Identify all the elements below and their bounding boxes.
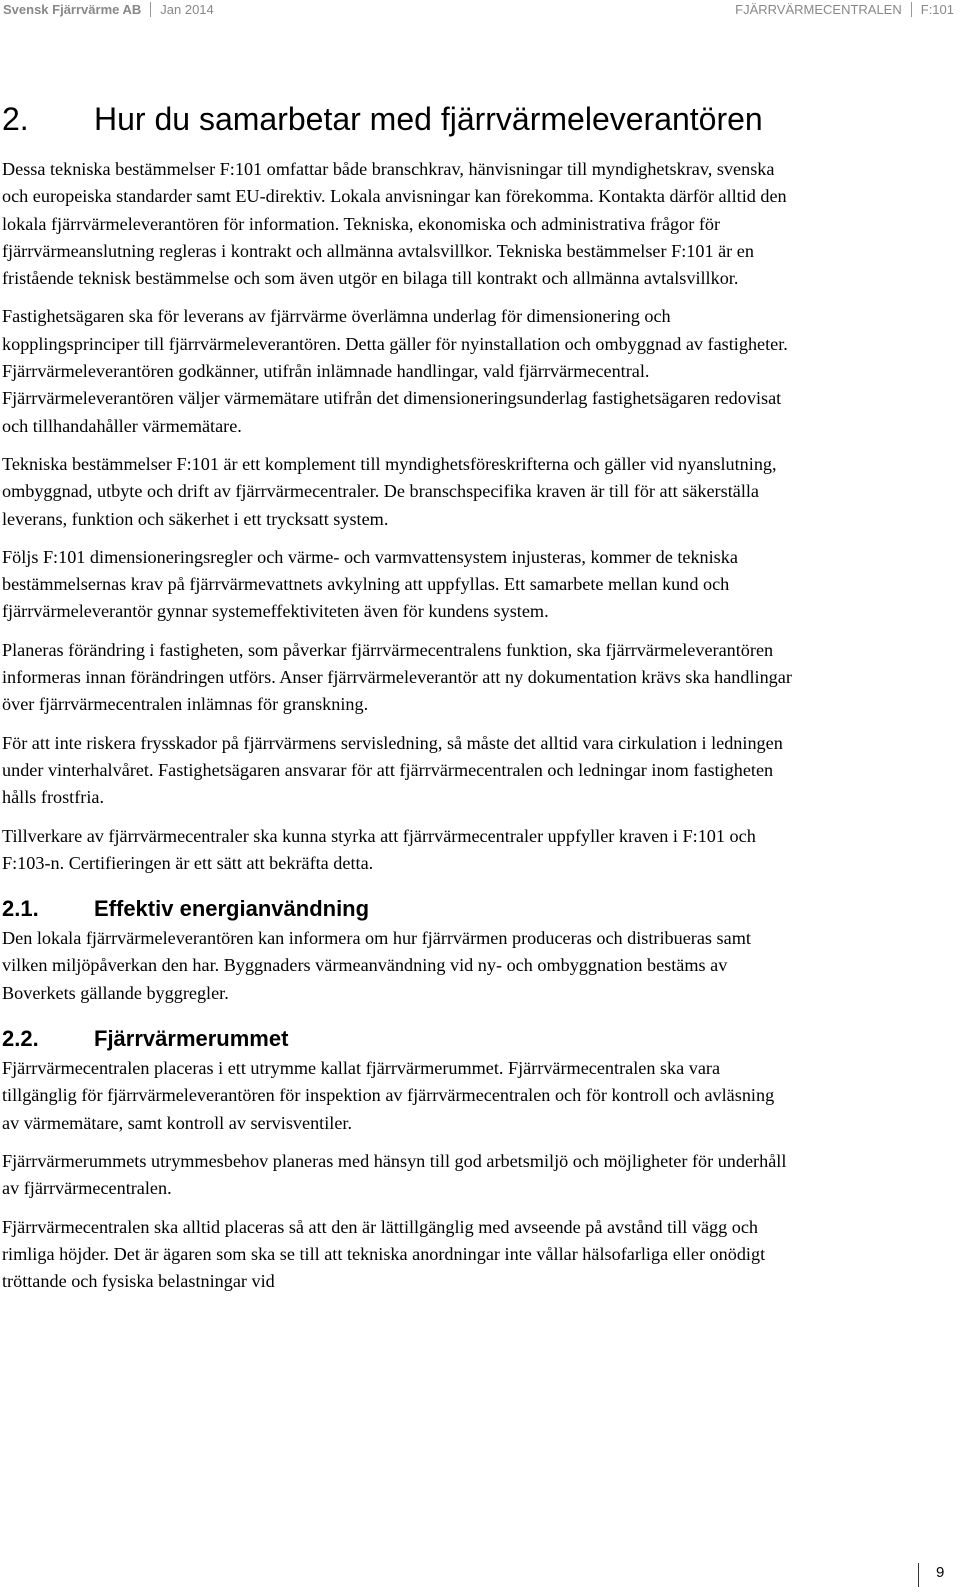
- paragraph: Dessa tekniska bestämmelser F:101 omfattar både branschkrav, hänvisningar till myndighetskrav, svenska och europeiska standarder samt EU-direktiv. Lokala anvisningar kan förekomma. Kontakta därför alltid den lokala fjärrvärmeleverantören för information. Tekniska, ekonomiska och administrativa frågor för fjärrvärmeanslutning regleras i kontrakt och allmänna avtalsvillkor. Tekniska bestämmelser F:101 är en fristående teknisk bestämmelse och som även utgör en bilaga till kontrakt och allmänna avtalsvillkor.: [2, 159, 787, 289]
- subsection-number: 2.2.: [2, 1026, 39, 1052]
- header-divider: [911, 2, 912, 17]
- paragraph: Fjärrvärmerummets utrymmesbehov planeras med hänsyn till god arbetsmiljö och möjligheter för underhåll av fjärrvärmecentralen.: [2, 1150, 787, 1199]
- subsection-heading: [2, 1025, 792, 1053]
- page-header: [0, 0, 960, 26]
- section-title: Hur du samarbetar med fjärrvärmeleverantören: [94, 101, 763, 137]
- header-left: [3, 2, 214, 17]
- header-doc-code: F:101: [920, 2, 954, 17]
- page-number: 9: [936, 1564, 945, 1581]
- subsection-title: Fjärrvärmerummet: [94, 1026, 289, 1052]
- paragraph: Följs F:101 dimensioneringsregler och värme- och varmvattensystem injusteras, kommer de tekniska bestämmelsernas krav på fjärrvärmevattnets avkylning att uppfyllas. Ett samarbete mellan kund och fjärrvärmeleverantör gynnar systemeffektiviteten även för kundens system.: [2, 546, 738, 622]
- paragraph: Fastighetsägaren ska för leverans av fjärrvärme överlämna underlag för dimensionering och kopplingsprinciper till fjärrvärmeleverantören. Detta gäller för nyinstallation och ombyggnad av fastigheter. Fjärrvärmeleverantören godkänner, utifrån inlämnade handlingar, vald fjärrvärmecentral. Fjärrvärmeleverantören väljer värmemätare utifrån det dimensioneringsunderlag fastighetsägaren redovisat och tillhandahåller värmemätare.: [2, 306, 788, 436]
- header-divider: [150, 2, 151, 17]
- header-right: [735, 2, 954, 17]
- paragraph: Fjärrvärmecentralen ska alltid placeras så att den är lättillgänglig med avseende på avstånd till vägg och rimliga höjder. Det är ägaren som ska se till att tekniska anordningar inte vållar hälsofarliga eller onödigt tröttande och fysiska belastningar vid: [2, 1216, 766, 1292]
- footer-divider: [918, 1563, 919, 1587]
- paragraph: För att inte riskera frysskador på fjärrvärmens servisledning, så måste det alltid vara cirkulation i ledningen under vinterhalvåret. Fastighetsägaren ansvarar för att fjärrvärmecentralen och ledningar inom fastigheten hålls frostfria.: [2, 732, 783, 808]
- paragraph: Planeras förändring i fastigheten, som påverkar fjärrvärmecentralens funktion, ska fjärrvärmeleverantören informeras innan förändringen utförs. Anser fjärrvärmeleverantör att ny dokumentation krävs ska handlingar över fjärrvärmecentralen inlämnas för granskning.: [2, 639, 792, 715]
- header-company: Svensk Fjärrvärme AB: [3, 2, 142, 17]
- paragraph: Tillverkare av fjärrvärmecentraler ska kunna styrka att fjärrvärmecentraler uppfyller kraven i F:101 och F:103-n. Certifieringen är ett sätt att bekräfta detta.: [2, 825, 756, 873]
- paragraph: Tekniska bestämmelser F:101 är ett komplement till myndighetsföreskrifterna och gäller vid nyanslutning, ombyggnad, utbyte och drift av fjärrvärmecentraler. De branschspecifika kraven är till för att säkerställa leverans, funktion och säkerhet i ett trycksatt system.: [2, 453, 777, 529]
- header-doc-title: FJÄRRVÄRMECENTRALEN: [735, 2, 902, 17]
- subsection-title: Effektiv energianvändning: [94, 896, 370, 922]
- section-number: 2.: [2, 101, 29, 137]
- subsection-heading: [2, 895, 792, 923]
- subsection-number: 2.1.: [2, 896, 39, 922]
- section-heading: [2, 96, 792, 142]
- paragraph: Den lokala fjärrvärmeleverantören kan informera om hur fjärrvärmen produceras och distribueras samt vilken miljöpåverkan den har. Byggnaders värmeanvändning vid ny- och ombyggnation bestäms av Boverkets gällande byggregler.: [2, 928, 751, 1003]
- document-body: [2, 96, 792, 1306]
- header-date: Jan 2014: [160, 2, 214, 17]
- paragraph: Fjärrvärmecentralen placeras i ett utrymme kallat fjärrvärmerummet. Fjärrvärmecentralen ska vara tillgänglig för fjärrvärmeleverantören för inspektion av fjärrvärmecentralen och för kontroll och avläsning av värmemätare, samt kontroll av servisventiler.: [2, 1058, 775, 1133]
